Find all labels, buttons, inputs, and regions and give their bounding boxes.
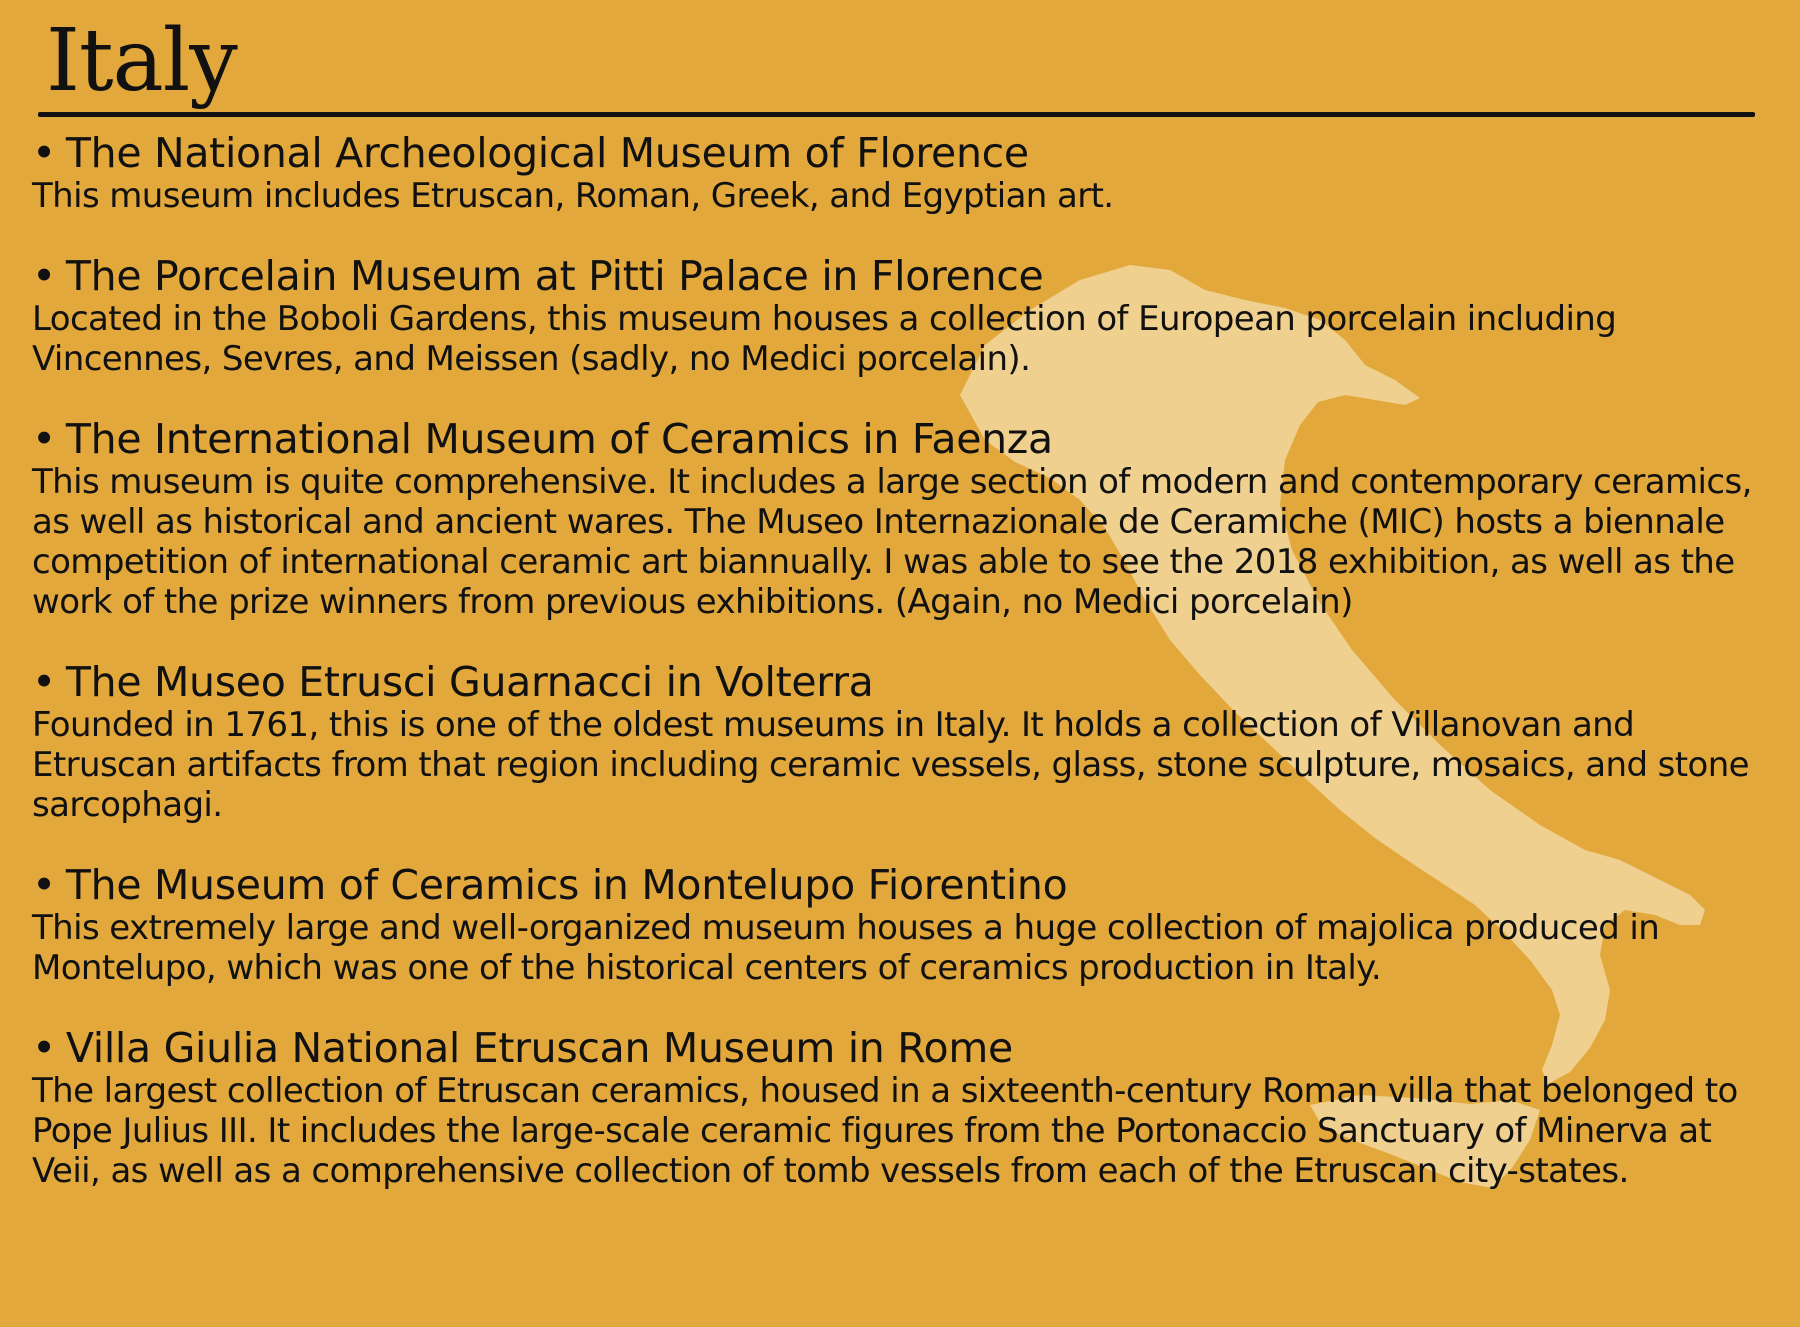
museum-description: Located in the Boboli Gardens, this museum houses a collection of European porcelain including Vincennes, Sevres, and Meissen (sadly, no Medici porcelain). [32,299,1617,379]
museum-entry [32,130,1777,216]
bullet-icon: • [32,1024,56,1072]
title-divider [38,112,1755,117]
museum-description: This extremely large and well-organized museum houses a huge collection of majolica produced in Montelupo, which was one of the historical centers of ceramics production in Italy. [32,908,1660,988]
bullet-icon: • [32,861,56,909]
museum-entry [32,416,1777,622]
museum-name: The International Museum of Ceramics in Faenza [65,415,1053,463]
page-title: Italy [46,11,237,111]
museum-name: Villa Giulia National Etruscan Museum in Rome [65,1024,1013,1072]
museum-name: The Museo Etrusci Guarnacci in Volterra [65,658,874,706]
museum-name: The Museum of Ceramics in Montelupo Fiorentino [65,861,1068,909]
museum-title [32,253,1777,299]
museum-description: This museum is quite comprehensive. It includes a large section of modern and contemporary ceramics, as well as historical and ancient wares. The Museo Internazionale de Ceramiche (MIC) hosts a biennale competition of international ceramic art biannually. I was able to see the 2018 exhibition, as well as the work of the prize winners from previous exhibitions. (Again, no Medici porcelain) [32,462,1752,622]
museum-entry [32,659,1777,825]
museum-name: The Porcelain Museum at Pitti Palace in Florence [65,252,1044,300]
museum-title [32,130,1777,176]
museum-list [32,130,1777,1191]
bullet-icon: • [32,658,56,706]
museum-title [32,1025,1777,1071]
museum-title [32,659,1777,705]
bullet-icon: • [32,252,56,300]
museum-entry [32,253,1777,379]
museum-title [32,862,1777,908]
museum-name: The National Archeological Museum of Florence [65,129,1029,177]
museum-description: Founded in 1761, this is one of the oldest museums in Italy. It holds a collection of Villanovan and Etruscan artifacts from that region including ceramic vessels, glass, stone sculpture, mosaics, and stone sarcophagi. [32,705,1749,825]
museum-description: This museum includes Etruscan, Roman, Greek, and Egyptian art. [32,176,1114,216]
bullet-icon: • [32,129,56,177]
museum-description: The largest collection of Etruscan ceramics, housed in a sixteenth-century Roman villa that belonged to Pope Julius III. It includes the large-scale ceramic figures from the Portonaccio Sanctuary of Minerva at Veii, as well as a comprehensive collection of tomb vessels from each of the Etruscan city-states. [32,1071,1738,1191]
bullet-icon: • [32,415,56,463]
museum-entry [32,1025,1777,1191]
museum-entry [32,862,1777,988]
museum-title [32,416,1777,462]
